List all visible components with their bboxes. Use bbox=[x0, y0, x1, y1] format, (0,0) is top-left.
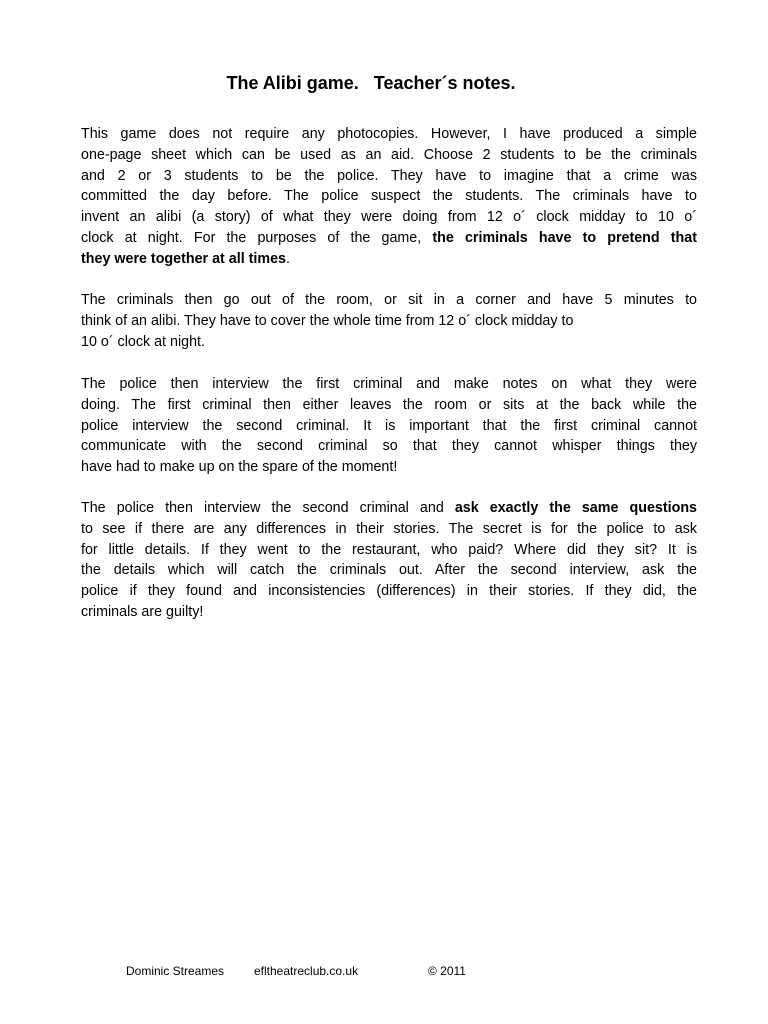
footer-copyright: © 2011 bbox=[428, 964, 466, 978]
text-line: to see if there are any differences in their stories. The secret is for the police to ask bbox=[81, 520, 697, 537]
paragraph-alibi-prep bbox=[81, 290, 697, 352]
text-line: the details which will catch the criminals out. After the second interview, ask the bbox=[81, 562, 697, 579]
emphasis-text: the criminals have to pretend that bbox=[432, 229, 697, 246]
text-line: This game does not require any photocopies. However, I have produced a simple bbox=[81, 126, 697, 142]
text-line: The criminals then go out of the room, or sit in a corner and have 5 minutes to bbox=[81, 292, 697, 308]
text-line: The police then interview the first criminal and make notes on what they were bbox=[81, 376, 697, 392]
text-line: 10 o´ clock at night. bbox=[81, 333, 205, 350]
footer-author: Dominic Streames bbox=[126, 964, 225, 978]
paragraph-setup bbox=[81, 124, 697, 270]
text-line: think of an alibi. They have to cover the whole time from 12 o´ clock midday to bbox=[81, 312, 574, 329]
text-line: communicate with the second criminal so that they cannot whisper things they bbox=[81, 438, 697, 455]
text-run: The police then interview the second criminal and bbox=[81, 500, 455, 516]
text-line: for little details. If they went to the restaurant, who paid? Where did they sit? It is bbox=[81, 541, 697, 558]
text-line: police if they found and inconsistencies (differences) in their stories. If they did, the bbox=[81, 583, 697, 600]
emphasis-text: ask exactly the same questions bbox=[454, 500, 698, 516]
text-line: police interview the second criminal. It is important that the first criminal cannot bbox=[81, 417, 697, 434]
page-footer bbox=[126, 963, 466, 979]
text-run: . bbox=[286, 250, 290, 267]
text-line-mixed bbox=[81, 498, 697, 519]
text-line: and 2 or 3 students to be the police. They have to imagine that a crime was bbox=[81, 167, 697, 184]
paragraph-second-interview bbox=[81, 498, 697, 623]
text-line-mixed bbox=[81, 249, 697, 270]
footer-website: efltheatreclub.co.uk bbox=[254, 964, 359, 978]
text-line: have had to make up on the spare of the moment! bbox=[81, 459, 398, 476]
text-line: one-page sheet which can be used as an aid. Choose 2 students to be the criminals bbox=[81, 146, 697, 163]
text-line: doing. The first criminal then either leaves the room or sits at the back while the bbox=[81, 396, 697, 413]
text-line: invent an alibi (a story) of what they were doing from 12 o´ clock midday to 10 o´ bbox=[81, 209, 697, 226]
page-title: The Alibi game. Teacher´s notes. bbox=[226, 73, 516, 93]
paragraph-first-interview bbox=[81, 374, 697, 478]
text-run: clock at night. For the purposes of the game, bbox=[81, 229, 433, 246]
text-line: committed the day before. The police suspect the students. The criminals have to bbox=[81, 188, 697, 205]
text-line-mixed bbox=[81, 228, 697, 249]
text-line: criminals are guilty! bbox=[81, 603, 204, 620]
emphasis-text: they were together at all times bbox=[81, 250, 286, 267]
